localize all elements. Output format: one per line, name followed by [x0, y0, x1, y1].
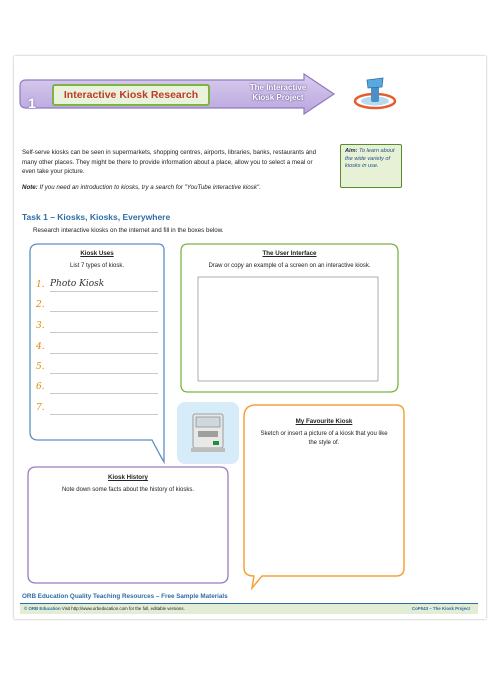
kiosk-use-number: 3. — [36, 321, 45, 331]
kiosk-use-number: 5. — [36, 362, 45, 372]
kiosk-use-item-4[interactable] — [36, 342, 158, 356]
footer-title: ORB Education Quality Teaching Resources – Free Sample Materials — [22, 593, 228, 600]
favourite-title: My Favourite Kiosk — [295, 418, 353, 425]
kiosk-machine-icon — [177, 402, 239, 464]
task-instruction: Research interactive kiosks on the internet and fill in the boxes below. — [33, 227, 224, 234]
task-heading: Task 1 – Kiosks, Kiosks, Everywhere — [22, 212, 171, 222]
kiosk-use-number: 1. — [36, 280, 45, 290]
kiosk-use-number: 7. — [36, 403, 45, 413]
aim-text: To learn about the wide variety of kiosks in use. — [345, 148, 395, 170]
footer-code: CoP043 – The Kiosk Project — [411, 606, 470, 611]
kiosk-use-item-3[interactable] — [36, 321, 158, 335]
kiosk-use-number: 4. — [36, 342, 45, 352]
ui-drawing-area[interactable] — [198, 277, 378, 381]
kiosk-use-number: 6. — [36, 382, 45, 392]
kiosk-use-number: 2. — [36, 300, 45, 310]
user-interface-title: The User Interface — [262, 250, 317, 257]
page-title: Interactive Kiosk Research — [52, 84, 210, 106]
project-title-line1: The Interactive — [249, 83, 307, 92]
history-text: Note down some facts about the history of kiosks. — [61, 487, 195, 493]
kiosk-use-item-2[interactable] — [36, 300, 158, 314]
project-title-line2: Kiosk Project — [252, 93, 304, 102]
kiosk-uses-title: Kiosk Uses — [80, 250, 114, 257]
kiosk-use-value: Photo Kiosk — [50, 279, 105, 289]
footer-left — [24, 604, 185, 614]
history-title: Kiosk History — [108, 474, 148, 481]
history-bubble — [28, 467, 228, 583]
kiosk-use-item-7[interactable] — [36, 403, 158, 417]
kiosk-use-item-6[interactable] — [36, 382, 158, 396]
note-text: If you need an introduction to kiosks, try a search for "YouTube interactive kiosk". — [37, 184, 261, 191]
kiosk-photo — [177, 402, 239, 464]
aim-label: Aim: — [345, 148, 358, 154]
footer-copyright: © ORB Education — [24, 606, 61, 611]
favourite-text: Sketch or insert a picture of a kiosk that you like the style of. — [260, 431, 388, 446]
footer-bar — [20, 603, 478, 614]
kiosk-use-item-1[interactable] — [36, 280, 158, 294]
user-interface-text: Draw or copy an example of a screen on an interactive kiosk. — [208, 263, 371, 269]
note-label: Note: — [22, 184, 38, 191]
kiosk-uses-subtitle: List 7 types of kiosk. — [69, 263, 125, 269]
footer-visit-link[interactable]: Visit http://www.orbeducation.com for the full, editable versions. — [60, 606, 185, 611]
intro-paragraph: Self-serve kiosks can be seen in supermarkets, shopping centres, airports, libraries, banks, restaurants and many other places. They might be there to provide information about a place, allow you to select a meal or even take your picture. — [22, 149, 317, 176]
lesson-number: 1 — [28, 95, 36, 111]
kiosk-use-item-5[interactable] — [36, 362, 158, 376]
